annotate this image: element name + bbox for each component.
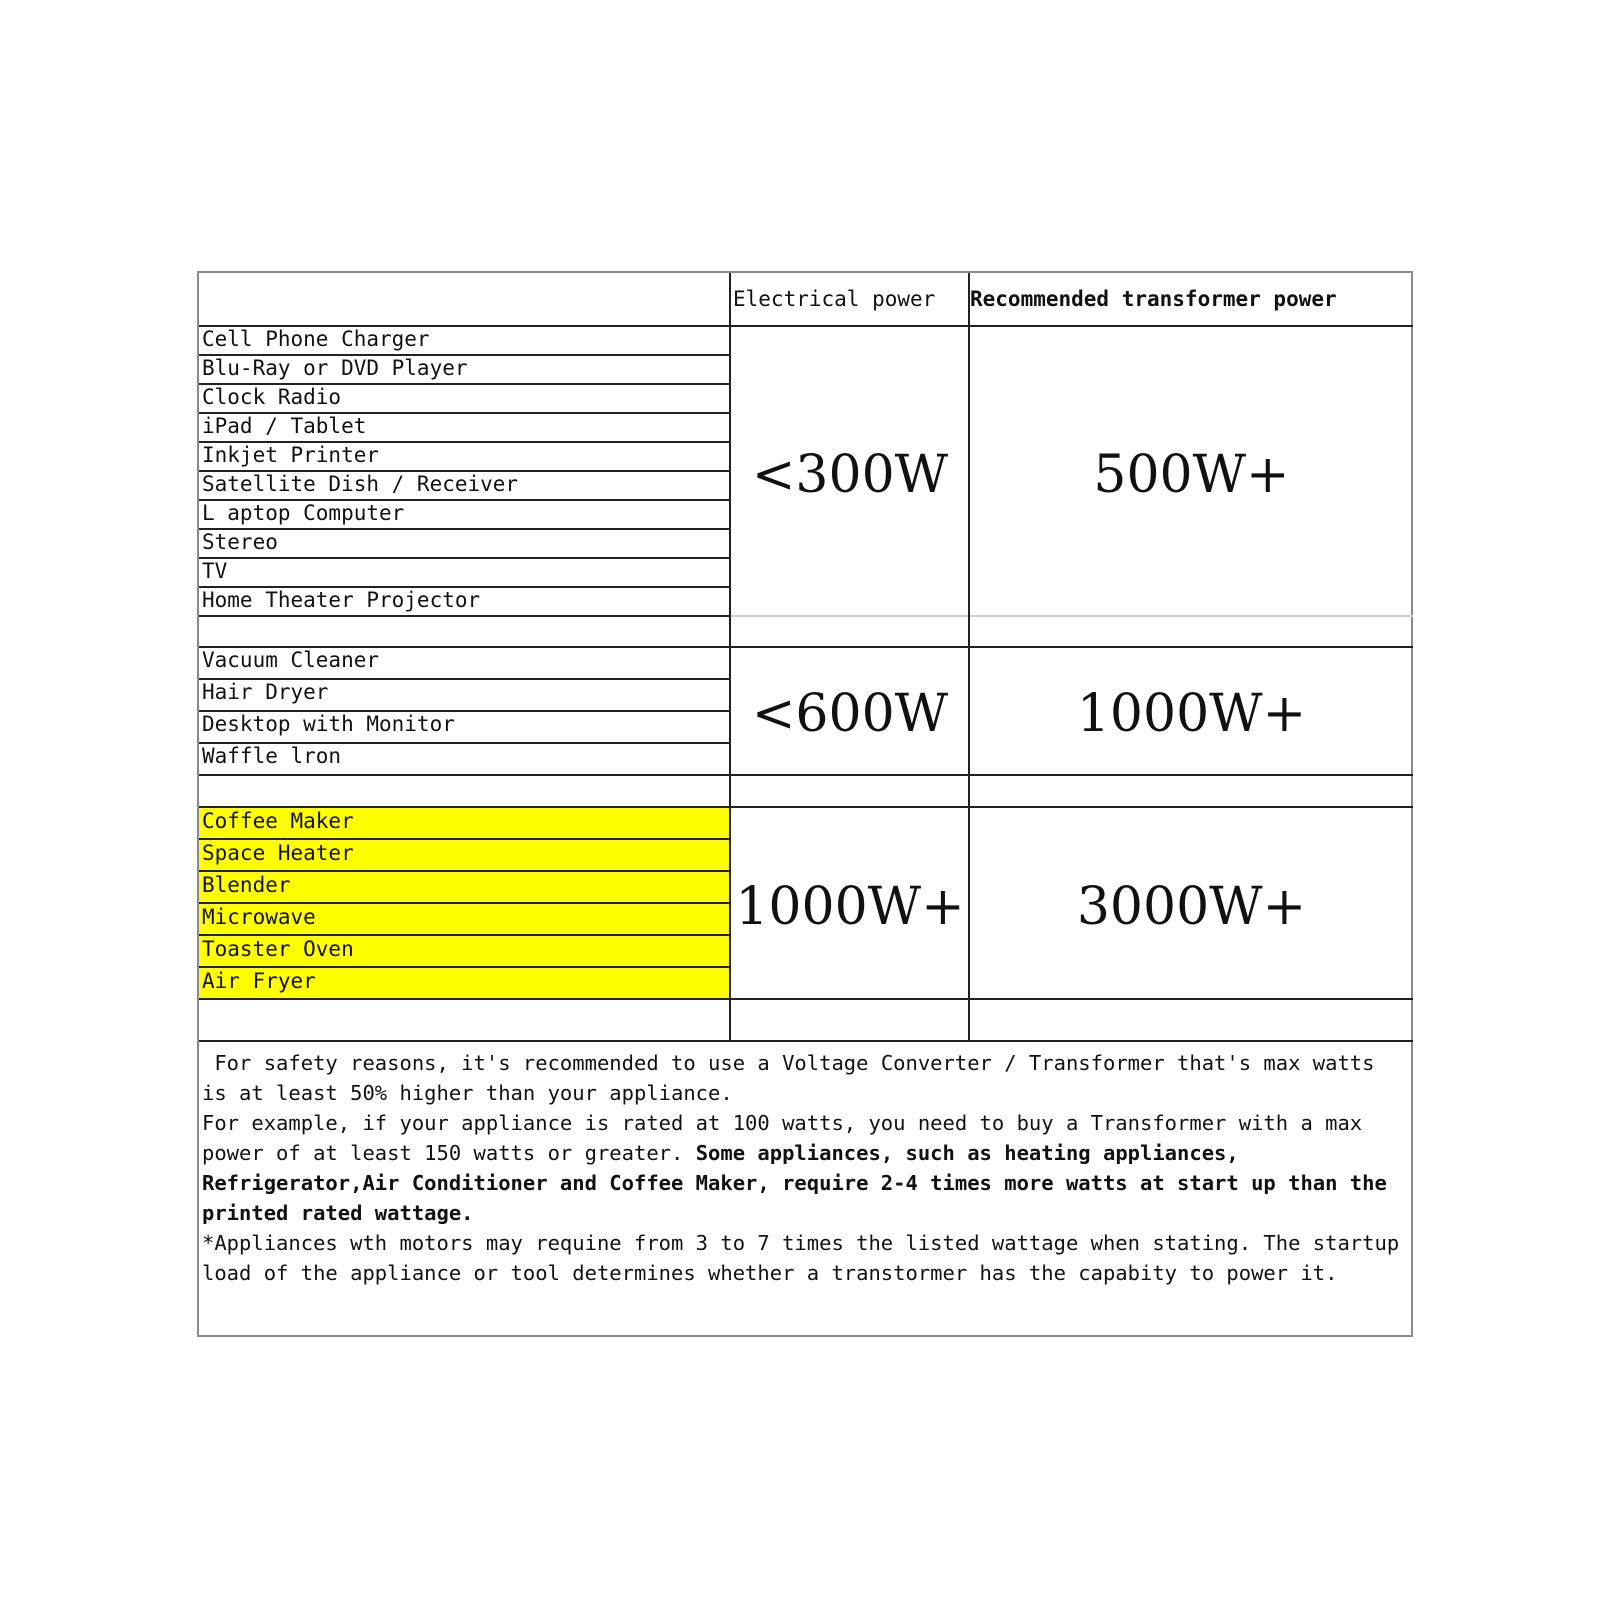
electrical-power-value: <300W: [751, 445, 949, 505]
row-divider: [199, 1040, 1413, 1042]
appliance-item: Blender: [202, 873, 291, 897]
appliance-item: Clock Radio: [202, 385, 342, 409]
appliance-item: Blu-Ray or DVD Player: [202, 356, 468, 380]
appliance-item: Home Theater Projector: [202, 588, 481, 612]
note-bold-text: Some appliances, such as heating appliances, Refrigerator,Air Conditioner and Coffee Maker, require 2-4 times more watts at start up than the printed rated wattage.: [202, 1141, 1400, 1225]
header-recommended-transformer-power: Recommended transformer power: [970, 287, 1337, 311]
row-divider: [199, 412, 731, 414]
row-divider: [199, 383, 731, 385]
appliance-item: Cell Phone Charger: [202, 327, 430, 351]
row-divider: [199, 710, 731, 712]
power-table: [197, 271, 1413, 1337]
row-divider: [199, 678, 731, 680]
row-divider: [199, 499, 731, 501]
note-paragraph: For safety reasons, it's recommended to use a Voltage Converter / Transformer that's max watts is at least 50% higher than your appliance.: [202, 1051, 1387, 1105]
appliance-item: Hair Dryer: [202, 680, 329, 704]
appliance-item: Stereo: [202, 530, 278, 554]
row-divider: [199, 870, 731, 872]
header-electrical-power: Electrical power: [733, 287, 936, 311]
transformer-power-value: 1000W+: [1076, 684, 1307, 744]
column-divider: [729, 273, 731, 1040]
row-divider: [731, 615, 1413, 617]
electrical-power-value: <600W: [751, 684, 949, 744]
row-divider: [199, 354, 731, 356]
note-paragraph: For example, if your appliance is rated at 100 watts, you need to buy a Transformer with a max power of at least 150 watts or greater.: [202, 1111, 1375, 1165]
appliance-item: Microwave: [202, 905, 316, 929]
appliance-item: Waffle lron: [202, 744, 342, 768]
appliance-item: Satellite Dish / Receiver: [202, 472, 519, 496]
row-divider: [199, 806, 1413, 808]
row-divider: [199, 774, 1413, 776]
column-divider: [968, 273, 970, 1040]
appliance-item: TV: [202, 559, 228, 583]
appliance-item: Inkjet Printer: [202, 443, 380, 467]
row-divider: [199, 615, 731, 617]
row-divider: [199, 586, 731, 588]
safety-note: [202, 1048, 1412, 1288]
row-divider: [199, 838, 731, 840]
appliance-item: Desktop with Monitor: [202, 712, 455, 736]
note-paragraph: *Appliances wth motors may requine from 3 to 7 times the listed wattage when stating. The startup load of the appliance or tool determines whether a transtormer has the capabity to power it.: [202, 1231, 1412, 1285]
row-divider: [199, 742, 731, 744]
appliance-item: L aptop Computer: [202, 501, 405, 525]
appliance-item: Toaster Oven: [202, 937, 354, 961]
appliance-item: Air Fryer: [202, 969, 316, 993]
row-divider: [199, 528, 731, 530]
row-divider: [199, 441, 731, 443]
transformer-power-value: 3000W+: [1076, 877, 1307, 937]
row-divider: [199, 557, 731, 559]
appliance-item: Coffee Maker: [202, 809, 354, 833]
appliance-item: Space Heater: [202, 841, 354, 865]
electrical-power-value: 1000W+: [735, 877, 965, 937]
appliance-item: Vacuum Cleaner: [202, 648, 380, 672]
row-divider: [199, 470, 731, 472]
row-divider: [199, 934, 731, 936]
row-divider: [199, 998, 1413, 1000]
row-divider: [199, 646, 1413, 648]
appliance-item: iPad / Tablet: [202, 414, 367, 438]
transformer-power-value: 500W+: [1093, 445, 1290, 505]
row-divider: [199, 966, 731, 968]
row-divider: [199, 902, 731, 904]
row-divider: [199, 325, 1413, 327]
